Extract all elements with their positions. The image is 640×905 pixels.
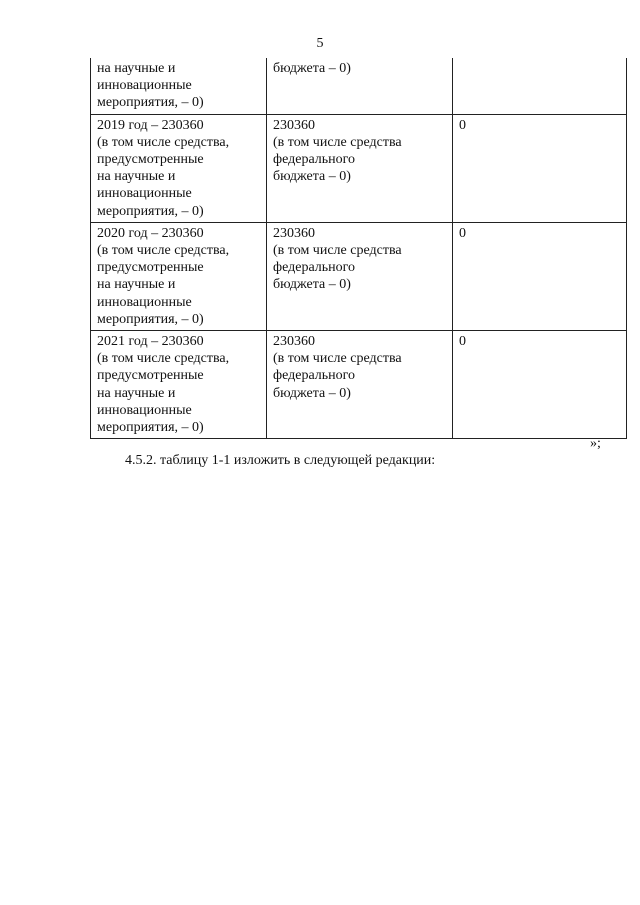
table-cell-col2: [267, 58, 453, 114]
cell-text-line: (в том числе средства: [273, 243, 402, 259]
cell-text-line: на научные и: [97, 385, 176, 401]
table-row: [91, 114, 627, 222]
cell-text-line: бюджета – 0): [273, 169, 351, 185]
cell-text-line: 0: [459, 225, 466, 241]
table-row: [91, 58, 627, 114]
cell-text-line: предусмотренные: [97, 152, 204, 168]
cell-text-line: 2019 год – 230360: [97, 117, 204, 133]
table-cell-col2: [267, 114, 453, 222]
cell-text-line: инновационные: [97, 78, 192, 94]
cell-text-line: бюджета – 0): [273, 61, 351, 76]
cell-text-line: 0: [459, 334, 466, 350]
cell-text-line: 0: [459, 117, 466, 133]
table-row: [91, 331, 627, 439]
cell-text-line: 2020 год – 230360: [97, 225, 204, 241]
table-cell-col1: [91, 222, 267, 330]
cell-text-line: (в том числе средства: [273, 134, 402, 150]
cell-text-line: (в том числе средства: [273, 351, 402, 367]
cell-text-line: мероприятия, – 0): [97, 311, 204, 327]
table-cell-col1: [91, 58, 267, 114]
cell-text-line: 230360: [273, 117, 315, 133]
cell-text-line: предусмотренные: [97, 368, 204, 384]
table-cell-col3: [453, 331, 627, 439]
table-cell-col1: [91, 331, 267, 439]
cell-text-line: мероприятия, – 0): [97, 203, 204, 219]
closing-quote-mark: »;: [590, 436, 601, 451]
cell-text-line: федерального: [273, 152, 356, 168]
cell-text-line: 230360: [273, 225, 315, 241]
cell-text-line: (в том числе средства,: [97, 351, 230, 367]
page-number: 5: [316, 36, 324, 51]
cell-text-line: инновационные: [97, 402, 192, 418]
table-cell-col2: [267, 331, 453, 439]
table-row: [91, 222, 627, 330]
cell-text-line: на научные и: [97, 277, 176, 293]
cell-text-line: мероприятия, – 0): [97, 420, 204, 436]
cell-text-line: бюджета – 0): [273, 277, 351, 293]
cell-text-line: (в том числе средства,: [97, 134, 230, 150]
cell-text-line: федерального: [273, 260, 356, 276]
cell-text-line: на научные и: [97, 169, 176, 185]
cell-text-line: 230360: [273, 334, 315, 350]
table-cell-col3: [453, 222, 627, 330]
cell-text-line: (в том числе средства,: [97, 243, 230, 259]
instruction-paragraph: 4.5.2. таблицу 1-1 изложить в следующей редакции:: [125, 453, 436, 468]
cell-text-line: на научные и: [97, 61, 176, 76]
cell-text-line: инновационные: [97, 294, 192, 310]
table-cell-col3: [453, 58, 627, 114]
cell-text-line: предусмотренные: [97, 260, 204, 276]
table-cell-col3: [453, 114, 627, 222]
cell-text-line: бюджета – 0): [273, 385, 351, 401]
cell-text-line: инновационные: [97, 186, 192, 202]
budget-table: [90, 58, 627, 439]
table-cell-col1: [91, 114, 267, 222]
cell-text-line: федерального: [273, 368, 356, 384]
cell-text-line: 2021 год – 230360: [97, 334, 204, 350]
table-cell-col2: [267, 222, 453, 330]
cell-text-line: мероприятия, – 0): [97, 95, 204, 111]
